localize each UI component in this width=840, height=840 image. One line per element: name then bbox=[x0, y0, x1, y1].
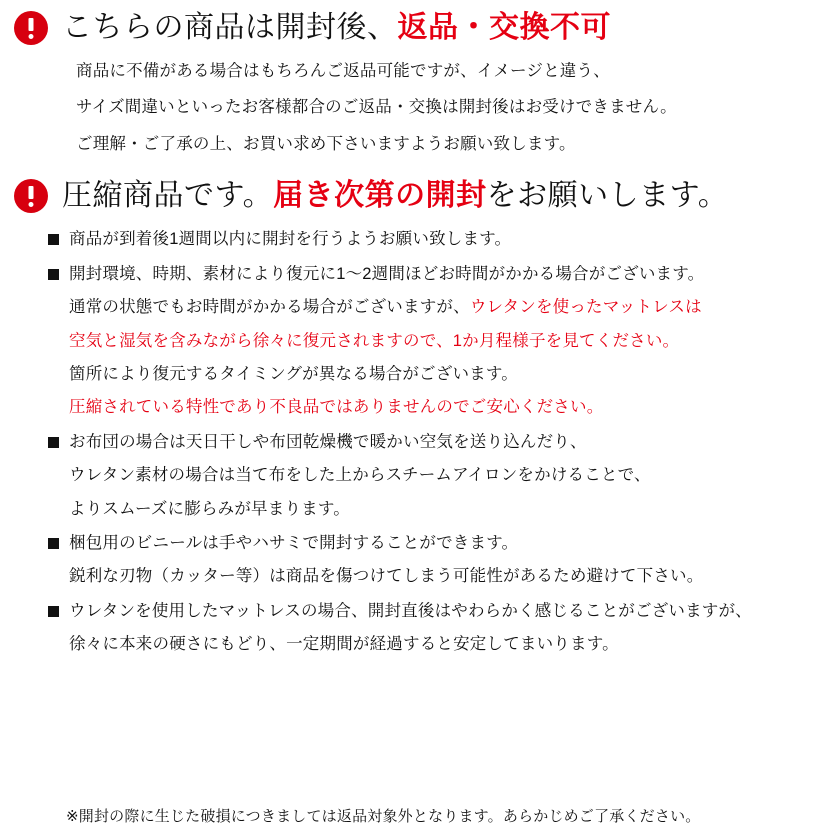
section-1-heading bbox=[14, 10, 826, 46]
list-item-text: 商品が到着後1週間以内に開封を行うようお願い致します。 bbox=[69, 230, 512, 249]
section-1-heading-text bbox=[62, 10, 611, 46]
list-item-text: 開封環境、時期、素材により復元に1～2週間ほどお時間がかかる場合がございます。 bbox=[69, 264, 705, 283]
section-1-paragraph: 商品に不備がある場合はもちろんご返品可能ですが、イメージと違う、 bbox=[76, 62, 610, 80]
list-item-subtext bbox=[69, 464, 826, 521]
list-item-subtext bbox=[69, 565, 826, 588]
square-bullet-icon bbox=[48, 538, 59, 549]
list-item-text: ウレタンを使用したマットレスの場合、開封直後はやわらかく感じることがございますが、 bbox=[69, 601, 752, 620]
sub-line-black: 徐々に本来の硬さにもどり、一定期間が経過すると安定してまいります。 bbox=[69, 635, 619, 654]
section-1-heading-highlight: 返品・交換不可 bbox=[397, 11, 611, 44]
list-item bbox=[48, 431, 826, 521]
list-item bbox=[48, 263, 826, 420]
list-item bbox=[48, 600, 826, 657]
exclamation-circle-icon bbox=[14, 11, 48, 45]
section-1-paragraph: サイズ間違いといったお客様都合のご返品・交換は開封後はお受けできません。 bbox=[76, 98, 677, 117]
sub-line bbox=[69, 296, 826, 319]
list-item-text: 梱包用のビニールは手やハサミで開封することができます。 bbox=[69, 534, 519, 553]
section-2-heading-highlight: 届き次第の開封 bbox=[273, 179, 487, 213]
square-bullet-icon bbox=[48, 269, 59, 280]
list-item-subtext bbox=[69, 633, 826, 656]
section-2-heading-plain-after: をお願いします。 bbox=[486, 179, 729, 213]
section-2-heading-plain-before: 圧縮商品です。 bbox=[62, 179, 274, 213]
section-1-body bbox=[76, 60, 826, 156]
section-2-heading-text bbox=[62, 178, 728, 214]
square-bullet-icon bbox=[48, 234, 59, 245]
list-item bbox=[48, 532, 826, 589]
square-bullet-icon bbox=[48, 606, 59, 617]
sub-line bbox=[69, 565, 826, 588]
list-item-subtext bbox=[69, 296, 826, 420]
notice-bullet-list bbox=[14, 228, 826, 656]
list-item bbox=[48, 228, 826, 251]
section-2-heading bbox=[14, 178, 826, 214]
list-item-text: お布団の場合は天日干しや布団乾燥機で暖かい空気を送り込んだり、 bbox=[69, 432, 587, 451]
sub-line bbox=[69, 330, 826, 353]
sub-line bbox=[69, 464, 826, 487]
sub-line-red: 空気と湿気を含みながら徐々に復元されますので、1か月程様子を見てください。 bbox=[69, 331, 680, 350]
exclamation-circle-icon bbox=[14, 179, 48, 213]
sub-line-black: 鋭利な刃物（カッター等）は商品を傷つけてしまう可能性があるため避けて下さい。 bbox=[69, 567, 704, 586]
sub-line bbox=[69, 396, 826, 419]
section-1-heading-plain: こちらの商品は開封後、 bbox=[62, 11, 398, 44]
footnote-text: ※開封の際に生じた破損につきましては返品対象外となります。あらかじめご了承ください。 bbox=[66, 808, 701, 825]
sub-line-black: ウレタン素材の場合は当て布をした上からスチームアイロンをかけることで、 bbox=[69, 466, 651, 485]
sub-line bbox=[69, 498, 826, 521]
sub-line bbox=[69, 633, 826, 656]
sub-line-black: よりスムーズに膨らみが早まります。 bbox=[69, 499, 350, 518]
sub-line-red: ウレタンを使ったマットレスは bbox=[469, 298, 702, 317]
sub-line bbox=[69, 363, 826, 386]
section-1-paragraph: ご理解・ご了承の上、お買い求め下さいますようお願い致します。 bbox=[76, 134, 576, 153]
square-bullet-icon bbox=[48, 437, 59, 448]
sub-line-black: 通常の状態でもお時間がかかる場合がございますが、 bbox=[69, 298, 470, 317]
sub-line-black: 箇所により復元するタイミングが異なる場合がございます。 bbox=[69, 364, 518, 383]
sub-line-red: 圧縮されている特性であり不良品ではありませんのでご安心ください。 bbox=[69, 398, 604, 417]
